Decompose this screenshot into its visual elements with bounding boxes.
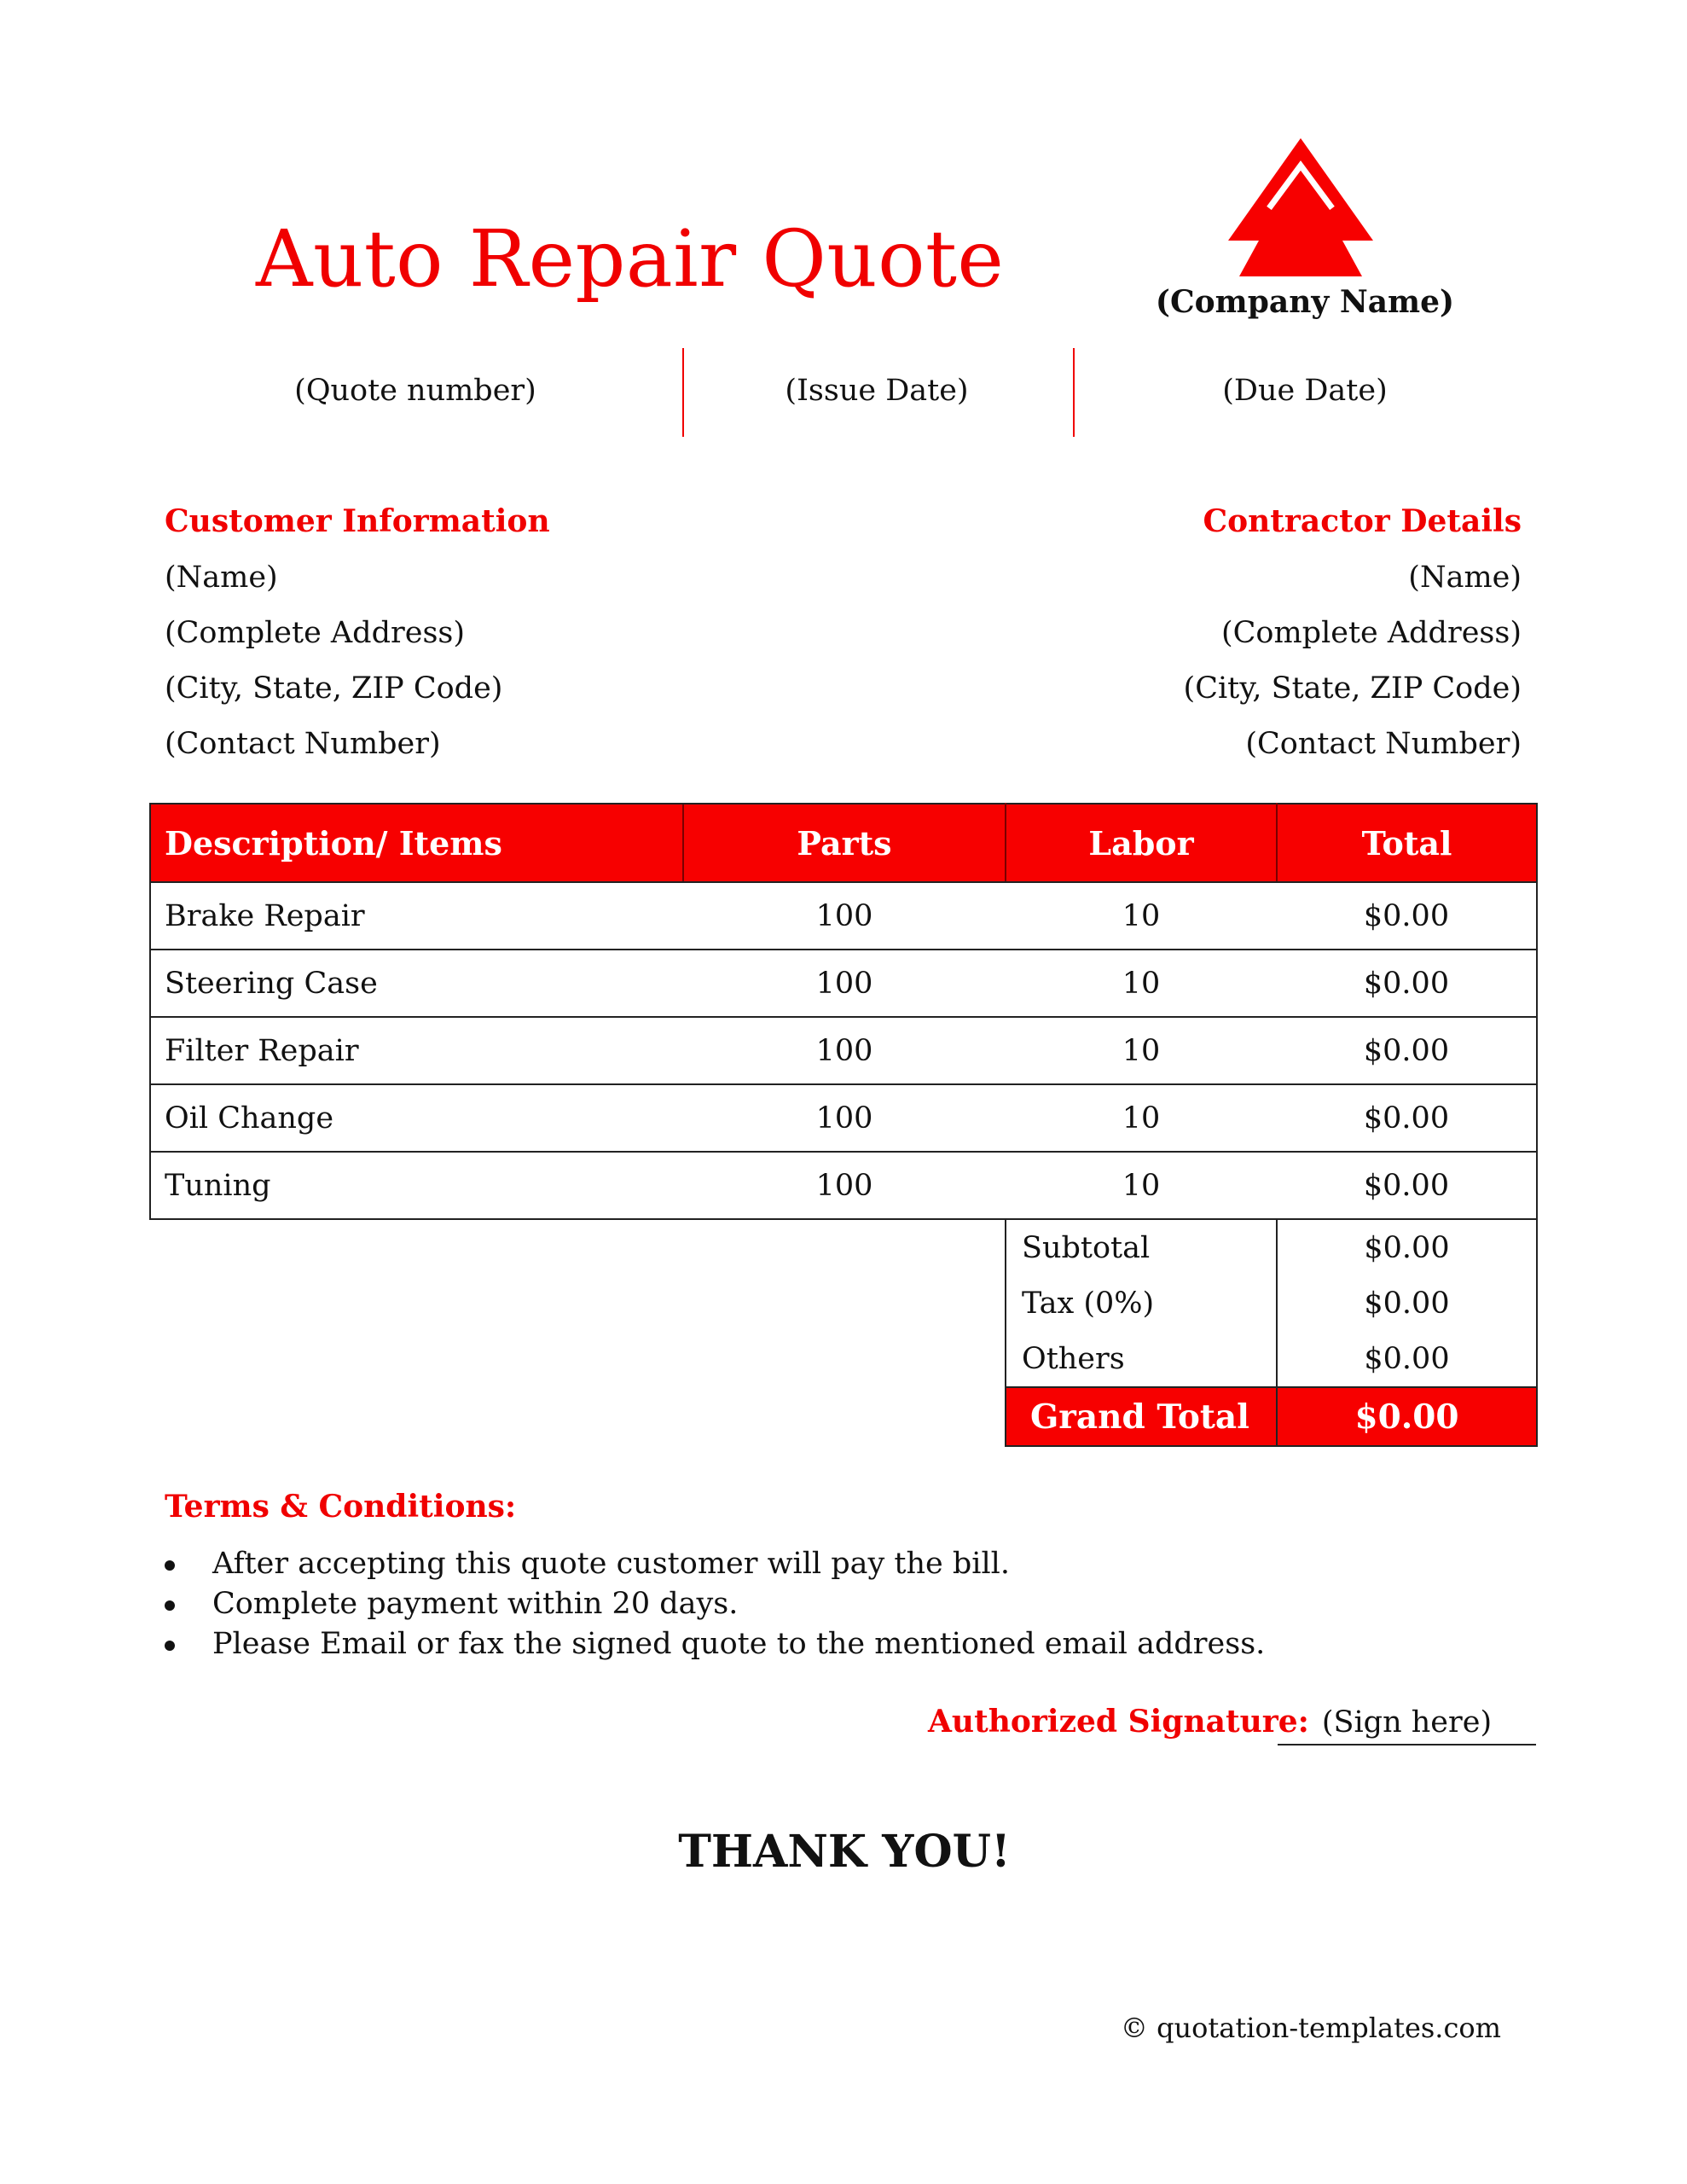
item-parts[interactable]: 100 xyxy=(683,1152,1006,1219)
item-labor[interactable]: 10 xyxy=(1006,950,1277,1017)
item-total: $0.00 xyxy=(1277,1084,1537,1152)
column-header-parts: Parts xyxy=(683,804,1006,882)
contractor-heading: Contractor Details xyxy=(1203,503,1522,539)
others-row xyxy=(1006,1331,1537,1387)
quote-number[interactable]: (Quote number) xyxy=(294,374,536,408)
table-row xyxy=(150,1084,1537,1152)
contractor-city[interactable]: (City, State, ZIP Code) xyxy=(1183,671,1522,706)
item-parts[interactable]: 100 xyxy=(683,1084,1006,1152)
subtotal-value: $0.00 xyxy=(1277,1220,1537,1275)
item-total: $0.00 xyxy=(1277,1017,1537,1084)
subtotal-label: Subtotal xyxy=(1006,1220,1277,1275)
item-description[interactable]: Brake Repair xyxy=(150,882,683,950)
issue-date[interactable]: (Issue Date) xyxy=(785,374,969,408)
customer-address[interactable]: (Complete Address) xyxy=(165,616,466,650)
items-header-row xyxy=(150,804,1537,882)
item-labor[interactable]: 10 xyxy=(1006,882,1277,950)
list-item: Please Email or fax the signed quote to the mentioned email address. xyxy=(165,1624,1444,1664)
customer-name[interactable]: (Name) xyxy=(165,561,278,595)
customer-city[interactable]: (City, State, ZIP Code) xyxy=(165,671,503,706)
subtotal-row xyxy=(1006,1220,1537,1275)
company-name: (Company Name) xyxy=(1155,284,1455,320)
terms-list xyxy=(165,1544,1444,1664)
column-header-description: Description/ Items xyxy=(150,804,683,882)
footer-credit: © quotation-templates.com xyxy=(1120,2012,1501,2044)
terms-heading: Terms & Conditions: xyxy=(165,1489,517,1525)
grand-total-value: $0.00 xyxy=(1277,1387,1537,1446)
tax-value: $0.00 xyxy=(1277,1275,1537,1331)
signature-field[interactable]: (Sign here) xyxy=(1278,1699,1536,1745)
customer-contact[interactable]: (Contact Number) xyxy=(165,727,441,761)
table-row xyxy=(150,950,1537,1017)
document-title: Auto Repair Quote xyxy=(256,213,1005,305)
thank-you-message: THANK YOU! xyxy=(678,1826,1011,1878)
item-labor[interactable]: 10 xyxy=(1006,1152,1277,1219)
signature-label: Authorized Signature: xyxy=(928,1704,1309,1740)
meta-divider xyxy=(1073,348,1075,437)
item-parts[interactable]: 100 xyxy=(683,882,1006,950)
contractor-address[interactable]: (Complete Address) xyxy=(1220,616,1522,650)
list-item: After accepting this quote customer will pay the bill. xyxy=(165,1544,1444,1584)
item-description[interactable]: Filter Repair xyxy=(150,1017,683,1084)
item-description[interactable]: Tuning xyxy=(150,1152,683,1219)
summary-table xyxy=(1005,1220,1538,1447)
triangle-logo-icon xyxy=(1228,138,1373,276)
item-description[interactable]: Steering Case xyxy=(150,950,683,1017)
item-parts[interactable]: 100 xyxy=(683,950,1006,1017)
contractor-contact[interactable]: (Contact Number) xyxy=(1245,727,1522,761)
grand-total-row xyxy=(1006,1387,1537,1446)
tax-label: Tax (0%) xyxy=(1006,1275,1277,1331)
meta-divider xyxy=(682,348,684,437)
item-total: $0.00 xyxy=(1277,950,1537,1017)
list-item: Complete payment within 20 days. xyxy=(165,1584,1444,1624)
column-header-total: Total xyxy=(1277,804,1537,882)
customer-information xyxy=(165,499,762,772)
item-total: $0.00 xyxy=(1277,1152,1537,1219)
table-row xyxy=(150,882,1537,950)
column-header-labor: Labor xyxy=(1006,804,1277,882)
others-label: Others xyxy=(1006,1331,1277,1387)
tax-row xyxy=(1006,1275,1537,1331)
item-description[interactable]: Oil Change xyxy=(150,1084,683,1152)
table-row xyxy=(150,1152,1537,1219)
items-table xyxy=(149,803,1538,1220)
due-date[interactable]: (Due Date) xyxy=(1222,374,1388,408)
item-labor[interactable]: 10 xyxy=(1006,1017,1277,1084)
item-total: $0.00 xyxy=(1277,882,1537,950)
others-value[interactable]: $0.00 xyxy=(1277,1331,1537,1387)
grand-total-label: Grand Total xyxy=(1006,1387,1277,1446)
contractor-name[interactable]: (Name) xyxy=(1408,561,1522,595)
item-labor[interactable]: 10 xyxy=(1006,1084,1277,1152)
customer-heading: Customer Information xyxy=(165,503,550,539)
item-parts[interactable]: 100 xyxy=(683,1017,1006,1084)
table-row xyxy=(150,1017,1537,1084)
contractor-details xyxy=(925,499,1522,772)
